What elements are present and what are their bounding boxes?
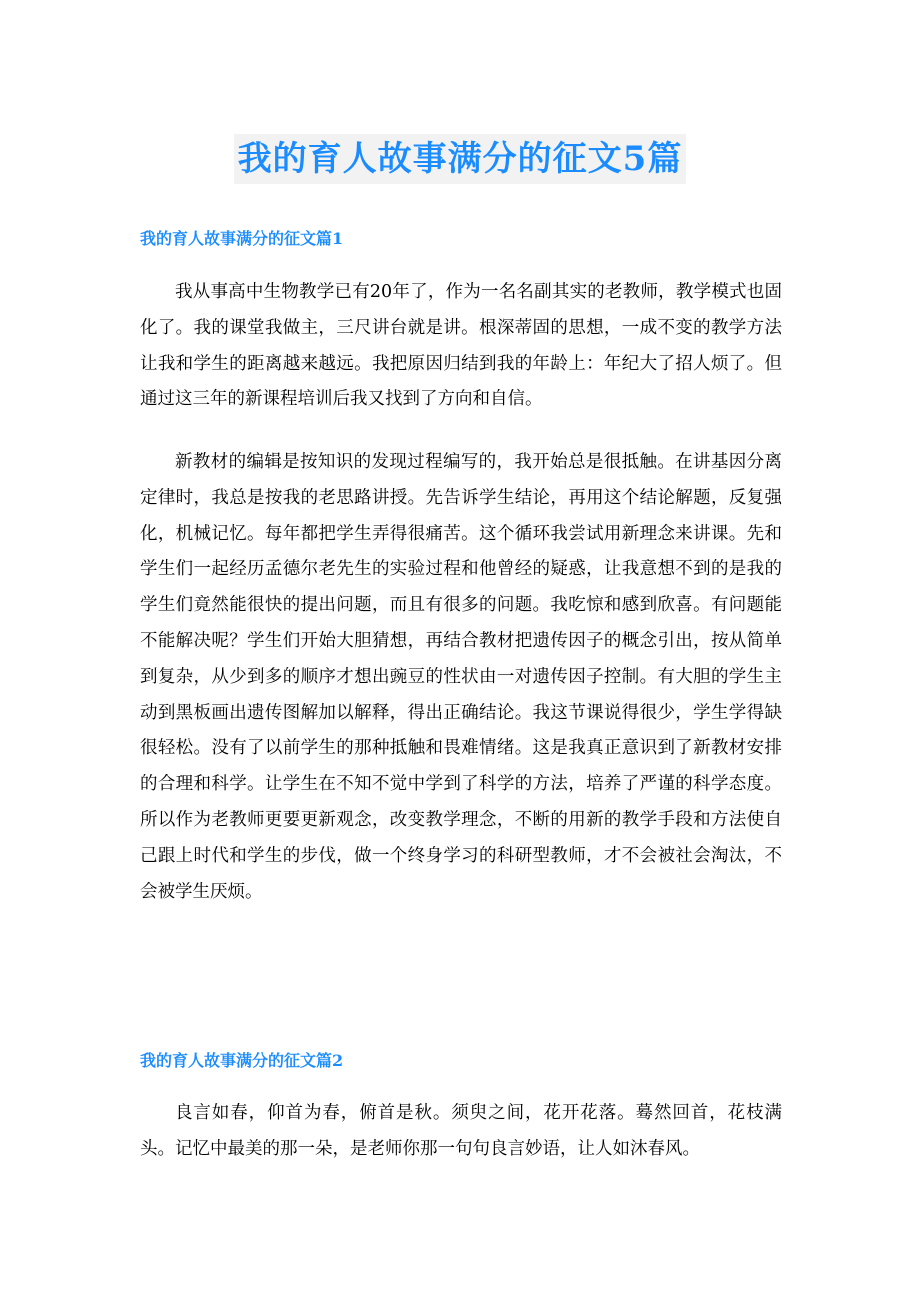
title-container — [0, 134, 920, 184]
document-title: 我的育人故事满分的征文5篇 — [234, 134, 687, 184]
section-heading-1: 我的育人故事满分的征文篇1 — [140, 229, 344, 248]
section-2-paragraph-1: 良言如春，仰首为春，俯首是秋。须臾之间，花开花落。蓦然回首，花枝满头。记忆中最美的那一朵，是老师你那一句句良言妙语，让人如沐春风。 — [140, 1103, 782, 1159]
section-heading-2: 我的育人故事满分的征文篇2 — [140, 1051, 344, 1070]
section-1-paragraph-1: 我从事高中生物教学已有20年了，作为一名名副其实的老教师，教学模式也固化了。我的课堂我做主，三尺讲台就是讲。根深蒂固的思想，一成不变的教学方法让我和学生的距离越来越远。我把原因归结到我的年龄上：年纪大了招人烦了。但通过这三年的新课程培训后我又找到了方向和自信。 — [140, 282, 782, 410]
section-1-paragraph-2: 新教材的编辑是按知识的发现过程编写的，我开始总是很抵触。在讲基因分离定律时，我总是按我的老思路讲授。先告诉学生结论，再用这个结论解题，反复强化，机械记忆。每年都把学生弄得很痛苦。这个循环我尝试用新理念来讲课。先和学生们一起经历孟德尔老先生的实验过程和他曾经的疑惑，让我意想不到的是我的学生们竟然能很快的提出问题，而且有很多的问题。我吃惊和感到欣喜。有问题能不能解决呢？学生们开始大胆猜想，再结合教材把遗传因子的概念引出，按从简单到复杂，从少到多的顺序才想出豌豆的性状由一对遗传因子控制。有大胆的学生主动到黑板画出遗传图解加以解释，得出正确结论。我这节课说得很少，学生学得缺很轻松。没有了以前学生的那种抵触和畏难情绪。这是我真正意识到了新教材安排的合理和科学。让学生在不知不觉中学到了科学的方法，培养了严谨的科学态度。所以作为老教师更要更新观念，改变教学理念，不断的用新的教学手段和方法使自己跟上时代和学生的步伐，做一个终身学习的科研型教师，才不会被社会淘汰，不会被学生厌烦。 — [140, 452, 782, 902]
